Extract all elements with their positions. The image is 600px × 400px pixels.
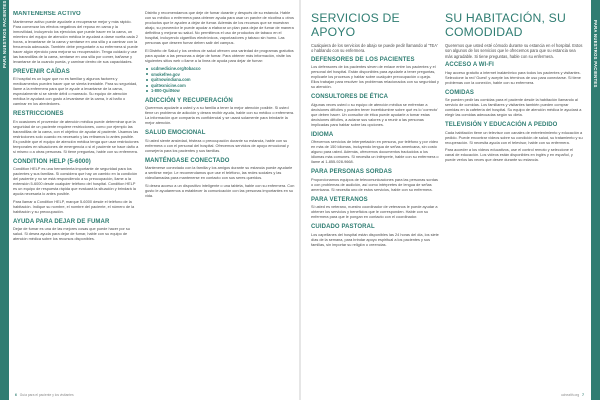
section-heading-mantenerse-activo: MANTENERSE ACTIVO: [13, 11, 81, 17]
right-column-2: [445, 11, 583, 388]
right-column-1: [311, 11, 439, 388]
room-comfort-intro: Queremos que usted esté cómodo durante su estancia en el hospital. Estos son algunos de los servicios que le ofrecemos para que su estancia sea más agradable. Si tiene preguntas, hable con su enfermera.: [445, 43, 583, 59]
section-paragraph: Se pueden pedir las comidas para el paciente desde la habitación llamando al servicio de comidas. Los familiares y visitantes también pueden comprar comidas en la cafetería del hospital. Su equipo de atención médica le ayudará a elegir las comidas adecuadas según su dieta.: [445, 98, 582, 118]
section-paragraph: Cada habitación tiene un televisor con canales de entretenimiento y educación a pedido. Puede encontrar videos sobre su condición de salud, su tratamiento y su recuperación. Si necesita ayuda con el televisor, hable con su enfermera.: [445, 130, 583, 145]
left-footer-text: Guía para el paciente y los visitantes: [19, 393, 74, 397]
section-paragraph: Condition HELP es una herramienta importante de seguridad para los pacientes y sus familias. Si considera que hay un cambio en la condición del paciente y no se está respondiendo a su preocupación, llame a la extensión 5-6000 desde cualquier teléfono del hospital. Condition HELP es un equipo de respuesta rápida que evaluará la situación y brindará la ayuda necesaria lo antes posible.: [13, 167, 138, 196]
section-heading-consultores-de-etica: CONSULTORES DE ÉTICA: [311, 94, 389, 101]
section-heading-mantengase-conectado: MANTÉNGASE CONECTADO: [145, 157, 230, 164]
section-paragraph: Si desea acceso a un dispositivo inteligente o una tableta, hable con su enfermera. Con gusto le ayudaremos a establecer la comunicación con las personas importantes en su vida.: [145, 183, 295, 198]
resource-link[interactable]: ucdmedicine.org/tobacco: [145, 66, 295, 72]
right-footer: [561, 393, 586, 397]
section-paragraph: Ofrecemos servicios de interpretación en persona, por teléfono y por video en más de 150 idiomas, incluyendo lengua de señas americana, sin costo alguno para usted. Además, ofrecemos documentos traducidos a los idiomas más comunes. Si necesita un intérprete, hable con su enfermera o llame al 1-855-928-9668.: [311, 140, 439, 165]
section-paragraph: Proporcionamos equipos de telecomunicaciones para las personas sordas o con problemas de audición, así como intérpretes de lengua de señas americana. Si necesita uno de estos servicios, hable con su enfermera.: [311, 177, 438, 192]
section-paragraph: Mantenerse activo puede ayudarle a recuperarse mejor y más rápido. Para comenzar los efectos negativos del reposo en cama y la inmovilidad, incluyendo los ejercicios que puede hacer en la cama, un miembro del equipo de atención médica le ayudará a darse vuelta cada 2 horas, a levantarse de la cama y sentarse en una silla y a caminar con la frecuencia adecuada. También debe preguntarle a su enfermera si puede hacer algún ejercicio para mejorar su recuperación. Tenga cuidado y use las barandillas de la cama, sentarse en una silla por comer, bañarse y levantarse de la cuando pueda, y caminar dentro de sus capacidades.: [13, 19, 139, 64]
section-paragraph: El Distrito de Salud y los centros de salud ofrecen una variedad de programas gratuitos para ayudar a las personas a dejar de fumar. Para obtener más información, visite los siguientes sitios web o llame a la línea de ayuda para dejar de fumar:: [145, 48, 294, 63]
section-paragraph: En ocasiones el proveedor de atención médica puede determinar que la seguridad de un paciente requiere restricciones, como por ejemplo las barandillas de la cama, con el objetivo de ayudar al paciente. Usamos las restricciones solo cuando es necesario y las retiramos lo antes posible. Es posible que el equipo de atención médica tenga que usar restricciones temporales en situaciones de emergencia o si el paciente se hace daño a sí mismo o a otras personas. Si tiene preguntas, hable con su enfermera.: [13, 119, 139, 154]
room-comfort-title: SU HABITACIÓN, SU COMODIDAD: [445, 11, 567, 39]
section-paragraph: Los capellanes del hospital están disponibles las 24 horas del día, los siete días de la semana, para brindar apoyo espiritual a los pacientes y sus familias, sin importar su religión o creencias.: [311, 232, 439, 247]
left-side-tab-label: PARA NUESTROS PACIENTES: [2, 0, 7, 68]
section-heading-para-veteranos: PARA VETERANOS: [311, 196, 368, 203]
section-heading-para-personas-sordas: PARA PERSONAS SORDAS: [311, 169, 393, 176]
resource-link[interactable]: quitnowindiana.com: [145, 77, 295, 83]
section-heading-condition-help-5-6000: CONDITION HELP (5-6000): [13, 158, 91, 165]
section-paragraph: Si usted siente ansiedad, tristeza o preocupación durante su estancia, hable con su enfermera o con el personal del hospital. Ofrecemos servicios de apoyo emocional y consejería para los pacientes y sus familias.: [145, 138, 289, 153]
section-heading-comidas: COMIDAS: [445, 89, 475, 96]
left-page-number: 6: [15, 393, 17, 397]
section-paragraph: Para acceder a los videos educativos, use el control remoto y seleccione el canal de educación. Los videos están disponibles en inglés y en español, y puede verlos las veces que desee durante su estancia.: [445, 148, 573, 163]
section-heading-restricciones: RESTRICCIONES: [13, 111, 64, 117]
section-paragraph: Dejar de fumar es una de las mejores cosas que puede hacer por su salud. Si desea ayuda para dejar de fumar, hable con su equipo de atención médica sobre los recursos disponibles.: [13, 227, 130, 241]
section-paragraph: Algunas veces usted o su equipo de atención médica se enfrentan a decisiones difíciles y pueden tener incertidumbre sobre qué es lo 'correcto' que deben hacer. Un consultor de ética puede ayudarle a tomar estas decisiones difíciles, a aclarar sus valores y a reunir a las personas implicadas para hablar sobre las opciones.: [311, 102, 438, 127]
section-heading-acceso-a-wi-fi: ACCESO A WI-FI: [445, 62, 494, 69]
right-side-tab-label: PARA NUESTROS PACIENTES: [593, 20, 598, 88]
support-services-intro: Cualquiera de los servicios de abajo se puede pedir llamando al 'TEA' o hablando con su enfermera.: [311, 43, 438, 54]
right-footer-text: uchealth.org: [561, 393, 580, 397]
support-services-title: SERVICIOS DE APOYO: [311, 11, 400, 39]
page-gutter: [299, 0, 301, 400]
section-heading-cuidado-pastoral: CUIDADO PASTORAL: [311, 224, 375, 231]
resource-link[interactable]: 1-800-QuitNow: [145, 88, 295, 94]
section-paragraph: Si usted es veterano, nuestro coordinador de veteranos le puede ayudar a obtener los servicios y beneficios que le corresponden. Hable con su enfermera para que le pongan en contacto con el coordinador.: [311, 205, 438, 220]
resource-link[interactable]: smokefree.gov: [145, 72, 295, 78]
section-heading-television-y-educacion-a-pedido: TELEVISIÓN Y EDUCACIÓN A PEDIDO: [445, 122, 558, 129]
resource-link[interactable]: quittexnicine.com: [145, 83, 295, 89]
support-services-sections: [311, 57, 439, 248]
section-paragraph: Mantenerse conectado con la familia y los amigos durante su estancia puede ayudarle a sentirse mejor. Le recomendamos que use el teléfono, las redes sociales y las videollamadas para mantenerse en contacto con sus seres queridos.: [145, 166, 293, 181]
section-heading-defensores-de-los-pacientes: DEFENSORES DE LOS PACIENTES: [311, 56, 415, 63]
section-heading-idioma: IDIOMA: [311, 131, 334, 138]
section-paragraph: Distrito y recomendamos que deje de fumar durante y después de su estancia. Hable con su médico o enfermera para obtener ayuda para usar un parche de nicotina u otros productos que le ayuden a dejar de fumar. Además de los recursos que se muestran abajo, su proveedor le puede ayudar a elaborar un plan para dejar de fumar de manera definitiva y mejorar su salud. No permitimos el uso de productos de tabaco en el hospital, incluyendo cigarrillos electrónicos, vaporizadores y tabaco sin humo. Las personas que deseen fumar deben salir del campus.: [145, 11, 294, 45]
left-footer: [13, 393, 74, 397]
section-paragraph: Para llamar a Condition HELP, marque 5-6000 desde el teléfono de la habitación. Indique su nombre, el nombre del paciente, el número de la habitación y su preocupación.: [13, 199, 135, 214]
section-paragraph: Hay acceso gratuito a internet inalámbrico para todos los pacientes y visitantes. Seleccione la red 'Guest' y acepte los términos de uso para conectarse. Si tiene problemas con la conexión, hable con su enfermera.: [445, 70, 581, 85]
section-heading-ayuda-para-dejar-de-fumar: AYUDA PARA DEJAR DE FUMAR: [13, 218, 110, 225]
section-heading-prevenir-caidas: PREVENIR CAÍDAS: [13, 68, 70, 75]
left-column-1: [13, 11, 139, 388]
right-page-number: 7: [582, 393, 584, 397]
section-heading-salud-emocional: SALUD EMOCIONAL: [145, 130, 206, 137]
room-comfort-sections: [445, 62, 583, 163]
left-column-2: [145, 11, 295, 388]
right-side-tab: [591, 0, 600, 400]
section-paragraph: Los defensores de los pacientes sirven de enlace entre los pacientes y el personal del hospital. Están disponibles para ayudarle a tener preguntas, explicarle los procesos y hablar sobre cualquier preocupación o queja. Ellos trabajan para resolver los problemas relacionados con su seguridad y su atención.: [311, 65, 439, 90]
resource-links-list: [145, 66, 295, 94]
section-paragraph: El hospital es un lugar que no es familiar y algunos factores y medicamentos pueden hacer que se sienta inestable. Para su seguridad, llame a la enfermera para que le ayude a levantarse de la cama, especialmente si se siente débil o mareado. Su equipo de atención médica le ayudará con gusto a levantarse de la cama, ir al baño o caminar en los alrededores.: [13, 77, 138, 106]
section-paragraph: Queremos ayudarle a usted y a su familia a tener la mejor atención posible. Si usted tiene un problema de adicción y desea recibir ayuda, hable con su médico o enfermera. La información que comparta es confidencial y se usará solamente para brindarle la mejor atención.: [145, 106, 295, 126]
left-side-tab: [0, 0, 9, 400]
section-heading-adiccion-y-recuperacion: ADICCIÓN Y RECUPERACIÓN: [145, 97, 233, 104]
